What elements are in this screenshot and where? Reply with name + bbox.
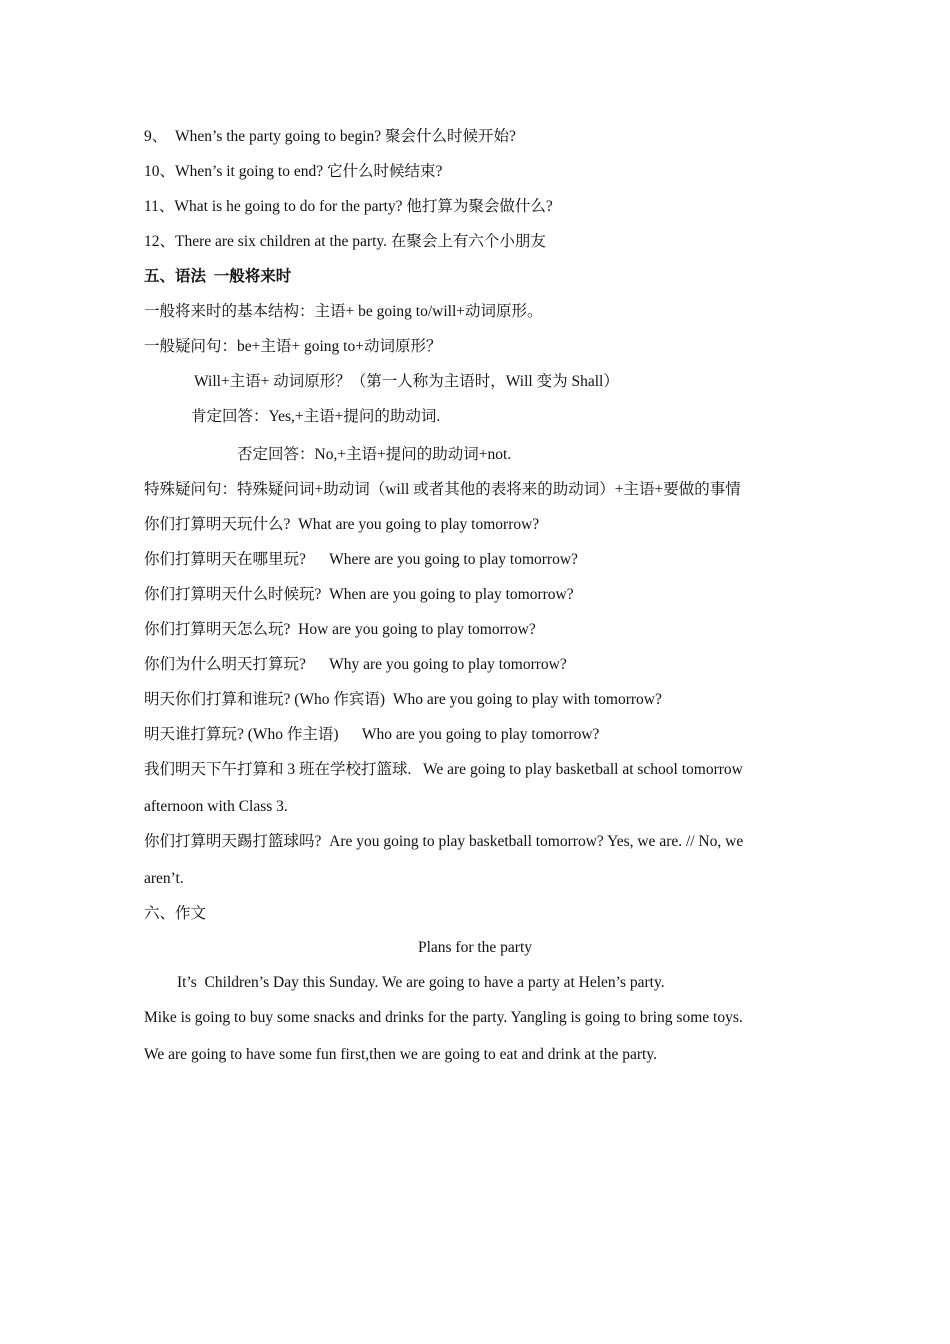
composition-heading: 六、作文 <box>144 905 207 922</box>
basketball-question-line1: 你们打算明天踢打篮球吗? Are you going to play basketball tomorrow? Yes, we are. // No, we <box>144 833 744 850</box>
item-12: 12、There are six children at the party. 在聚会上有六个小朋友 <box>144 233 546 250</box>
basketball-question-line2: aren’t. <box>144 870 184 887</box>
item-9: 9、 When’s the party going to begin? 聚会什么时候开始? <box>144 128 516 145</box>
grammar-structure: 一般将来时的基本结构：主语+ be going to/will+动词原形。 <box>144 303 543 320</box>
special-question: 特殊疑问句：特殊疑问词+助动词（will 或者其他的表将来的助动词）+主语+要做的事情 <box>144 481 741 498</box>
example-line: 你们为什么明天打算玩? Why are you going to play tomorrow? <box>144 656 567 673</box>
example-line: 你们打算明天什么时候玩? When are you going to play tomorrow? <box>144 586 574 603</box>
composition-line: Mike is going to buy some snacks and drinks for the party. Yangling is going to bring some toys. <box>144 1009 743 1026</box>
example-line: 明天你们打算和谁玩? (Who 作宾语) Who are you going to play with tomorrow? <box>144 691 662 708</box>
example-line: 你们打算明天玩什么? What are you going to play tomorrow? <box>144 516 540 533</box>
composition-line: It’s Children’s Day this Sunday. We are going to have a party at Helen’s party. <box>177 974 665 991</box>
will-question: Will+主语+ 动词原形？（第一人称为主语时，Will 变为 Shall） <box>194 373 619 390</box>
general-question: 一般疑问句：be+主语+ going to+动词原形？ <box>144 338 442 355</box>
composition-line: We are going to have some fun first,then we are going to eat and drink at the party. <box>144 1046 657 1063</box>
basketball-sentence-line1: 我们明天下午打算和 3 班在学校打篮球. We are going to play basketball at school tomorrow <box>144 761 743 778</box>
item-10: 10、When’s it going to end? 它什么时候结束? <box>144 163 443 180</box>
example-line: 明天谁打算玩? (Who 作主语) Who are you going to play tomorrow? <box>144 726 600 743</box>
negative-answer: 否定回答：No,+主语+提问的助动词+not. <box>237 446 512 463</box>
example-line: 你们打算明天怎么玩? How are you going to play tomorrow? <box>144 621 536 638</box>
example-line: 你们打算明天在哪里玩? Where are you going to play tomorrow? <box>144 551 578 568</box>
grammar-heading: 五、语法 一般将来时 <box>144 268 292 285</box>
basketball-sentence-line2: afternoon with Class 3. <box>144 798 288 815</box>
item-11: 11、What is he going to do for the party? 他打算为聚会做什么? <box>144 198 553 215</box>
positive-answer: 肯定回答：Yes,+主语+提问的助动词. <box>191 408 441 425</box>
composition-title: Plans for the party <box>417 939 533 956</box>
